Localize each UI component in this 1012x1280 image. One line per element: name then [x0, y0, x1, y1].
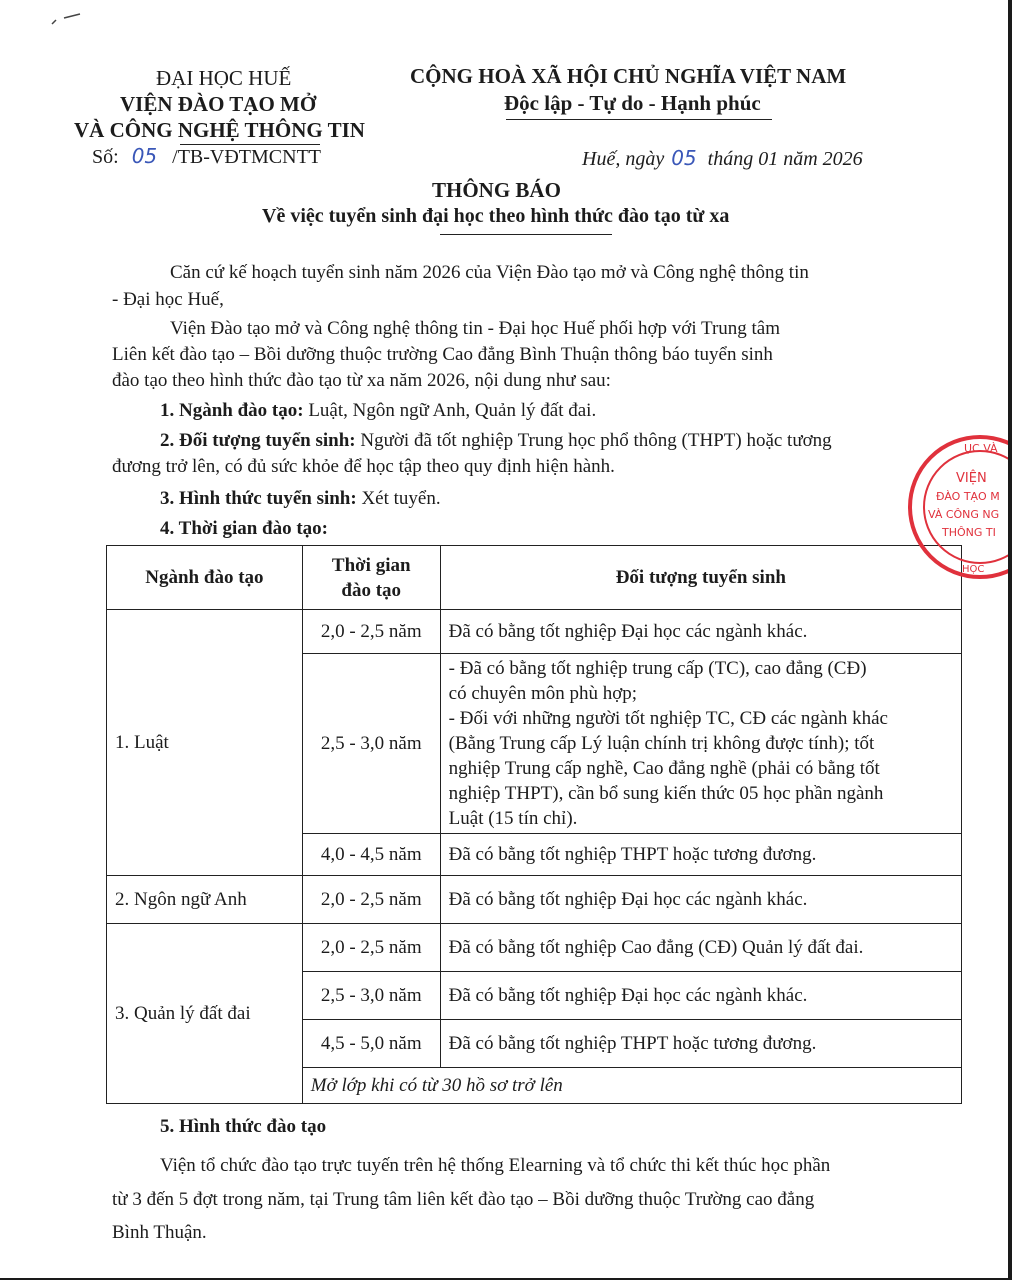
major-anh: 2. Ngôn ngữ Anh — [107, 876, 303, 924]
item-4-label: 4. Thời gian đào tạo: — [160, 518, 329, 539]
target-cell: Đã có bằng tốt nghiệp Cao đẳng (CĐ) Quản lý đất đai. — [440, 924, 961, 972]
pen-mark-icon — [50, 10, 90, 30]
number-handwritten: 05 — [131, 144, 158, 168]
seal-line2: ĐÀO TẠO M — [936, 490, 1000, 503]
target-line: có chuyên môn phù hợp; — [448, 683, 638, 704]
seal-line1: VIỆN — [956, 471, 987, 486]
table-row — [107, 924, 962, 972]
item-3-text: Xét tuyển. — [361, 488, 441, 509]
number-suffix: /TB-VĐTMCNTT — [172, 146, 322, 168]
duration-cell: 2,0 - 2,5 năm — [302, 610, 440, 654]
intro-p1-line1: Căn cứ kế hoạch tuyển sinh năm 2026 của Viện Đào tạo mở và Công nghệ thông tin — [170, 262, 809, 283]
item-1-text: Luật, Ngôn ngữ Anh, Quản lý đất đai. — [308, 400, 597, 421]
target-line: - Đối với những người tốt nghiệp TC, CĐ các ngành khác — [448, 708, 888, 729]
duration-cell: 2,5 - 3,0 năm — [302, 972, 440, 1020]
target-cell: Đã có bằng tốt nghiệp Đại học các ngành khác. — [440, 876, 961, 924]
target-cell-multiline — [440, 654, 961, 834]
item-2-label: 2. Đối tượng tuyển sinh: — [160, 430, 356, 451]
section5-line1: Viện tổ chức đào tạo trực tuyến trên hệ thống Elearning và tổ chức thi kết thúc học phần — [160, 1155, 831, 1176]
item-3-label: 3. Hình thức tuyển sinh: — [160, 488, 357, 509]
duration-cell: 4,0 - 4,5 năm — [302, 834, 440, 876]
major-qldd: 3. Quản lý đất đai — [107, 924, 303, 1104]
header-duration-line2: đào tạo — [341, 579, 402, 601]
intro-p2-line2: Liên kết đào tạo – Bồi dưỡng thuộc trường Cao đẳng Bình Thuận thông báo tuyển sinh — [112, 344, 773, 365]
intro-p1-line2: - Đại học Huế, — [112, 289, 224, 310]
motto-underline — [506, 119, 772, 120]
item-3 — [160, 486, 441, 512]
seal-bottom-text: HỌC — [962, 564, 985, 575]
target-cell: Đã có bằng tốt nghiệp THPT hoặc tương đương. — [440, 1020, 961, 1068]
subtitle-underline — [440, 234, 612, 235]
institute-name-line2: VÀ CÔNG NGHỆ THÔNG TIN — [74, 118, 365, 142]
target-line: Luật (15 tín chỉ). — [448, 808, 578, 829]
section5-line3: Bình Thuận. — [112, 1222, 207, 1243]
seal-line3: VÀ CÔNG NG — [928, 508, 1000, 521]
seal-line4: THÔNG TI — [942, 526, 996, 539]
major-luat: 1. Luật — [107, 610, 303, 876]
item-2 — [160, 428, 832, 454]
table-note: Mở lớp khi có từ 30 hồ sơ trở lên — [302, 1068, 961, 1104]
target-line: nghiệp Trung cấp nghề, Cao đẳng nghề (phải có bằng tốt — [448, 758, 880, 779]
header-target: Đối tượng tuyển sinh — [440, 546, 961, 610]
institute-name-line1: VIỆN ĐÀO TẠO MỞ — [120, 92, 317, 116]
table-row — [107, 610, 962, 654]
item-1-label: 1. Ngành đào tạo: — [160, 400, 304, 421]
document-number — [92, 144, 321, 169]
target-line: - Đã có bằng tốt nghiệp trung cấp (TC), cao đẳng (CĐ) — [448, 658, 867, 679]
duration-cell: 2,0 - 2,5 năm — [302, 924, 440, 972]
target-cell: Đã có bằng tốt nghiệp Đại học các ngành khác. — [440, 610, 961, 654]
target-line: (Bằng Trung cấp Lý luận chính trị không được tính); tốt — [448, 733, 875, 754]
country-name: CỘNG HOÀ XÃ HỘI CHỦ NGHĨA VIỆT NAM — [410, 64, 847, 88]
section5-line2: từ 3 đến 5 đợt trong năm, tại Trung tâm liên kết đào tạo – Bồi dưỡng thuộc Trường cao đẳng — [112, 1189, 815, 1210]
date-prefix: Huế, ngày — [582, 148, 665, 170]
item-2-text-line1: Người đã tốt nghiệp Trung học phổ thông (THPT) hoặc tương — [360, 430, 832, 451]
notice-subtitle: Về việc tuyển sinh đại học theo hình thức đào tạo từ xa — [262, 205, 730, 227]
header-major: Ngành đào tạo — [107, 546, 303, 610]
issue-date — [582, 146, 863, 171]
section5-heading: 5. Hình thức đào tạo — [160, 1116, 327, 1137]
date-suffix: tháng 01 năm 2026 — [707, 148, 863, 170]
header-duration — [302, 546, 440, 610]
notice-title: THÔNG BÁO — [432, 178, 561, 202]
duration-cell: 2,5 - 3,0 năm — [302, 654, 440, 834]
table-row — [107, 876, 962, 924]
intro-p2-line3: đào tạo theo hình thức đào tạo từ xa năm 2026, nội dung như sau: — [112, 370, 611, 391]
date-day-handwritten: 05 — [671, 146, 697, 170]
duration-cell: 2,0 - 2,5 năm — [302, 876, 440, 924]
seal-top-text: ỤC VÀ — [964, 442, 998, 455]
duration-cell: 4,5 - 5,0 năm — [302, 1020, 440, 1068]
motto: Độc lập - Tự do - Hạnh phúc — [504, 91, 761, 115]
intro-p2-line1: Viện Đào tạo mở và Công nghệ thông tin - Đại học Huế phối hợp với Trung tâm — [170, 318, 781, 339]
table-header-row — [107, 546, 962, 610]
header-duration-line1: Thời gian — [331, 554, 411, 576]
official-seal-icon — [902, 432, 1008, 582]
target-cell: Đã có bằng tốt nghiệp Đại học các ngành khác. — [440, 972, 961, 1020]
item-1 — [160, 398, 596, 424]
number-label: Số: — [92, 146, 119, 168]
training-duration-table — [106, 545, 962, 1104]
item-2-text-line2: đương trở lên, có đủ sức khỏe để học tập theo quy định hiện hành. — [112, 456, 615, 477]
university-name: ĐẠI HỌC HUẾ — [156, 66, 292, 90]
target-line: nghiệp THPT), cần bổ sung kiến thức 05 học phần ngành — [448, 783, 884, 804]
target-cell: Đã có bằng tốt nghiệp THPT hoặc tương đương. — [440, 834, 961, 876]
